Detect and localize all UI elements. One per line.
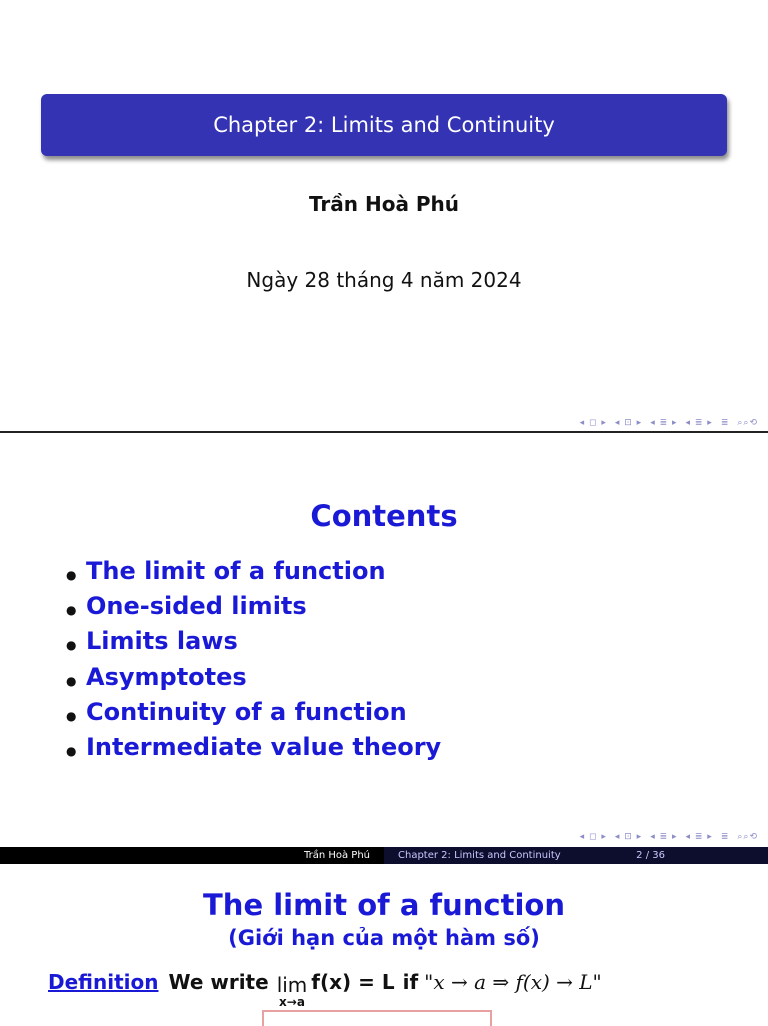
toc-item-label: The limit of a function [86, 556, 386, 585]
bullet-icon: ● [66, 708, 77, 723]
nav-search-icon[interactable]: ⌕⌕⟲ [737, 418, 758, 428]
limit-expression: f(x) = L [311, 970, 395, 994]
toc-item[interactable] [66, 553, 441, 588]
contents-slide [0, 433, 768, 865]
limit-op-text: lim [276, 973, 308, 997]
slide-title-box: Chapter 2: Limits and Continuity [41, 94, 727, 156]
nav-search-icon[interactable]: ⌕⌕⟲ [737, 832, 758, 842]
nav-menu-icon[interactable]: ≣ [720, 832, 730, 842]
nav-section-icon[interactable]: ◂ ≣ ▸ [650, 832, 678, 842]
bullet-icon: ● [66, 602, 77, 617]
slide-heading: The limit of a function [203, 888, 565, 922]
footer-author: Trần Hoà Phú [303, 850, 370, 861]
toc-item[interactable] [66, 588, 441, 623]
footer-chapter: Chapter 2: Limits and Continuity [398, 850, 561, 861]
bullet-icon: ● [66, 638, 77, 653]
beamer-nav-symbols[interactable] [576, 832, 762, 842]
presentation-date: Ngày 28 tháng 4 năm 2024 [246, 268, 522, 292]
nav-document-icon[interactable]: ◂ ≣ ▸ [685, 418, 713, 428]
toc-item-label: Intermediate value theory [86, 733, 442, 762]
toc-item-label: Asymptotes [86, 662, 247, 691]
definition-label: Definition [48, 970, 159, 994]
bullet-icon: ● [66, 567, 77, 582]
nav-document-icon[interactable]: ◂ ≣ ▸ [685, 832, 713, 842]
toc-item[interactable] [66, 694, 441, 729]
contents-heading: Contents [310, 499, 458, 533]
definition-text: We write [168, 970, 269, 994]
footer-right-panel [384, 847, 768, 864]
slide-subheading: (Giới hạn của một hàm số) [228, 926, 540, 950]
if-word: if [402, 970, 419, 994]
nav-frame-icon[interactable]: ◂ ◻ ▸ [579, 418, 607, 428]
nav-menu-icon[interactable]: ≣ [720, 418, 730, 428]
limit-condition: "x → a ⇒ f(x) → L" [424, 970, 602, 994]
bullet-icon: ● [66, 673, 77, 688]
footer-page-number: 2 / 36 [636, 850, 665, 861]
toc-item[interactable] [66, 729, 441, 764]
toc-item[interactable] [66, 659, 441, 694]
nav-subsection-icon[interactable]: ◂ ⊡ ▸ [614, 418, 643, 428]
limit-subscript: x→a [279, 995, 305, 1009]
nav-subsection-icon[interactable]: ◂ ⊡ ▸ [614, 832, 643, 842]
limit-slide [0, 866, 768, 1024]
toc-item-label: One-sided limits [86, 591, 307, 620]
title-slide [0, 0, 768, 432]
nav-frame-icon[interactable]: ◂ ◻ ▸ [579, 832, 607, 842]
toc-item-label: Limits laws [86, 627, 238, 656]
bullet-icon: ● [66, 744, 77, 759]
slide-footer [0, 847, 768, 864]
nav-section-icon[interactable]: ◂ ≣ ▸ [650, 418, 678, 428]
table-of-contents [66, 553, 441, 765]
beamer-nav-symbols[interactable] [576, 418, 762, 428]
limit-operator [277, 975, 308, 1008]
definition-line [48, 970, 602, 1009]
toc-item-label: Continuity of a function [86, 697, 407, 726]
toc-item[interactable] [66, 624, 441, 659]
author-name: Trần Hoà Phú [308, 192, 460, 216]
